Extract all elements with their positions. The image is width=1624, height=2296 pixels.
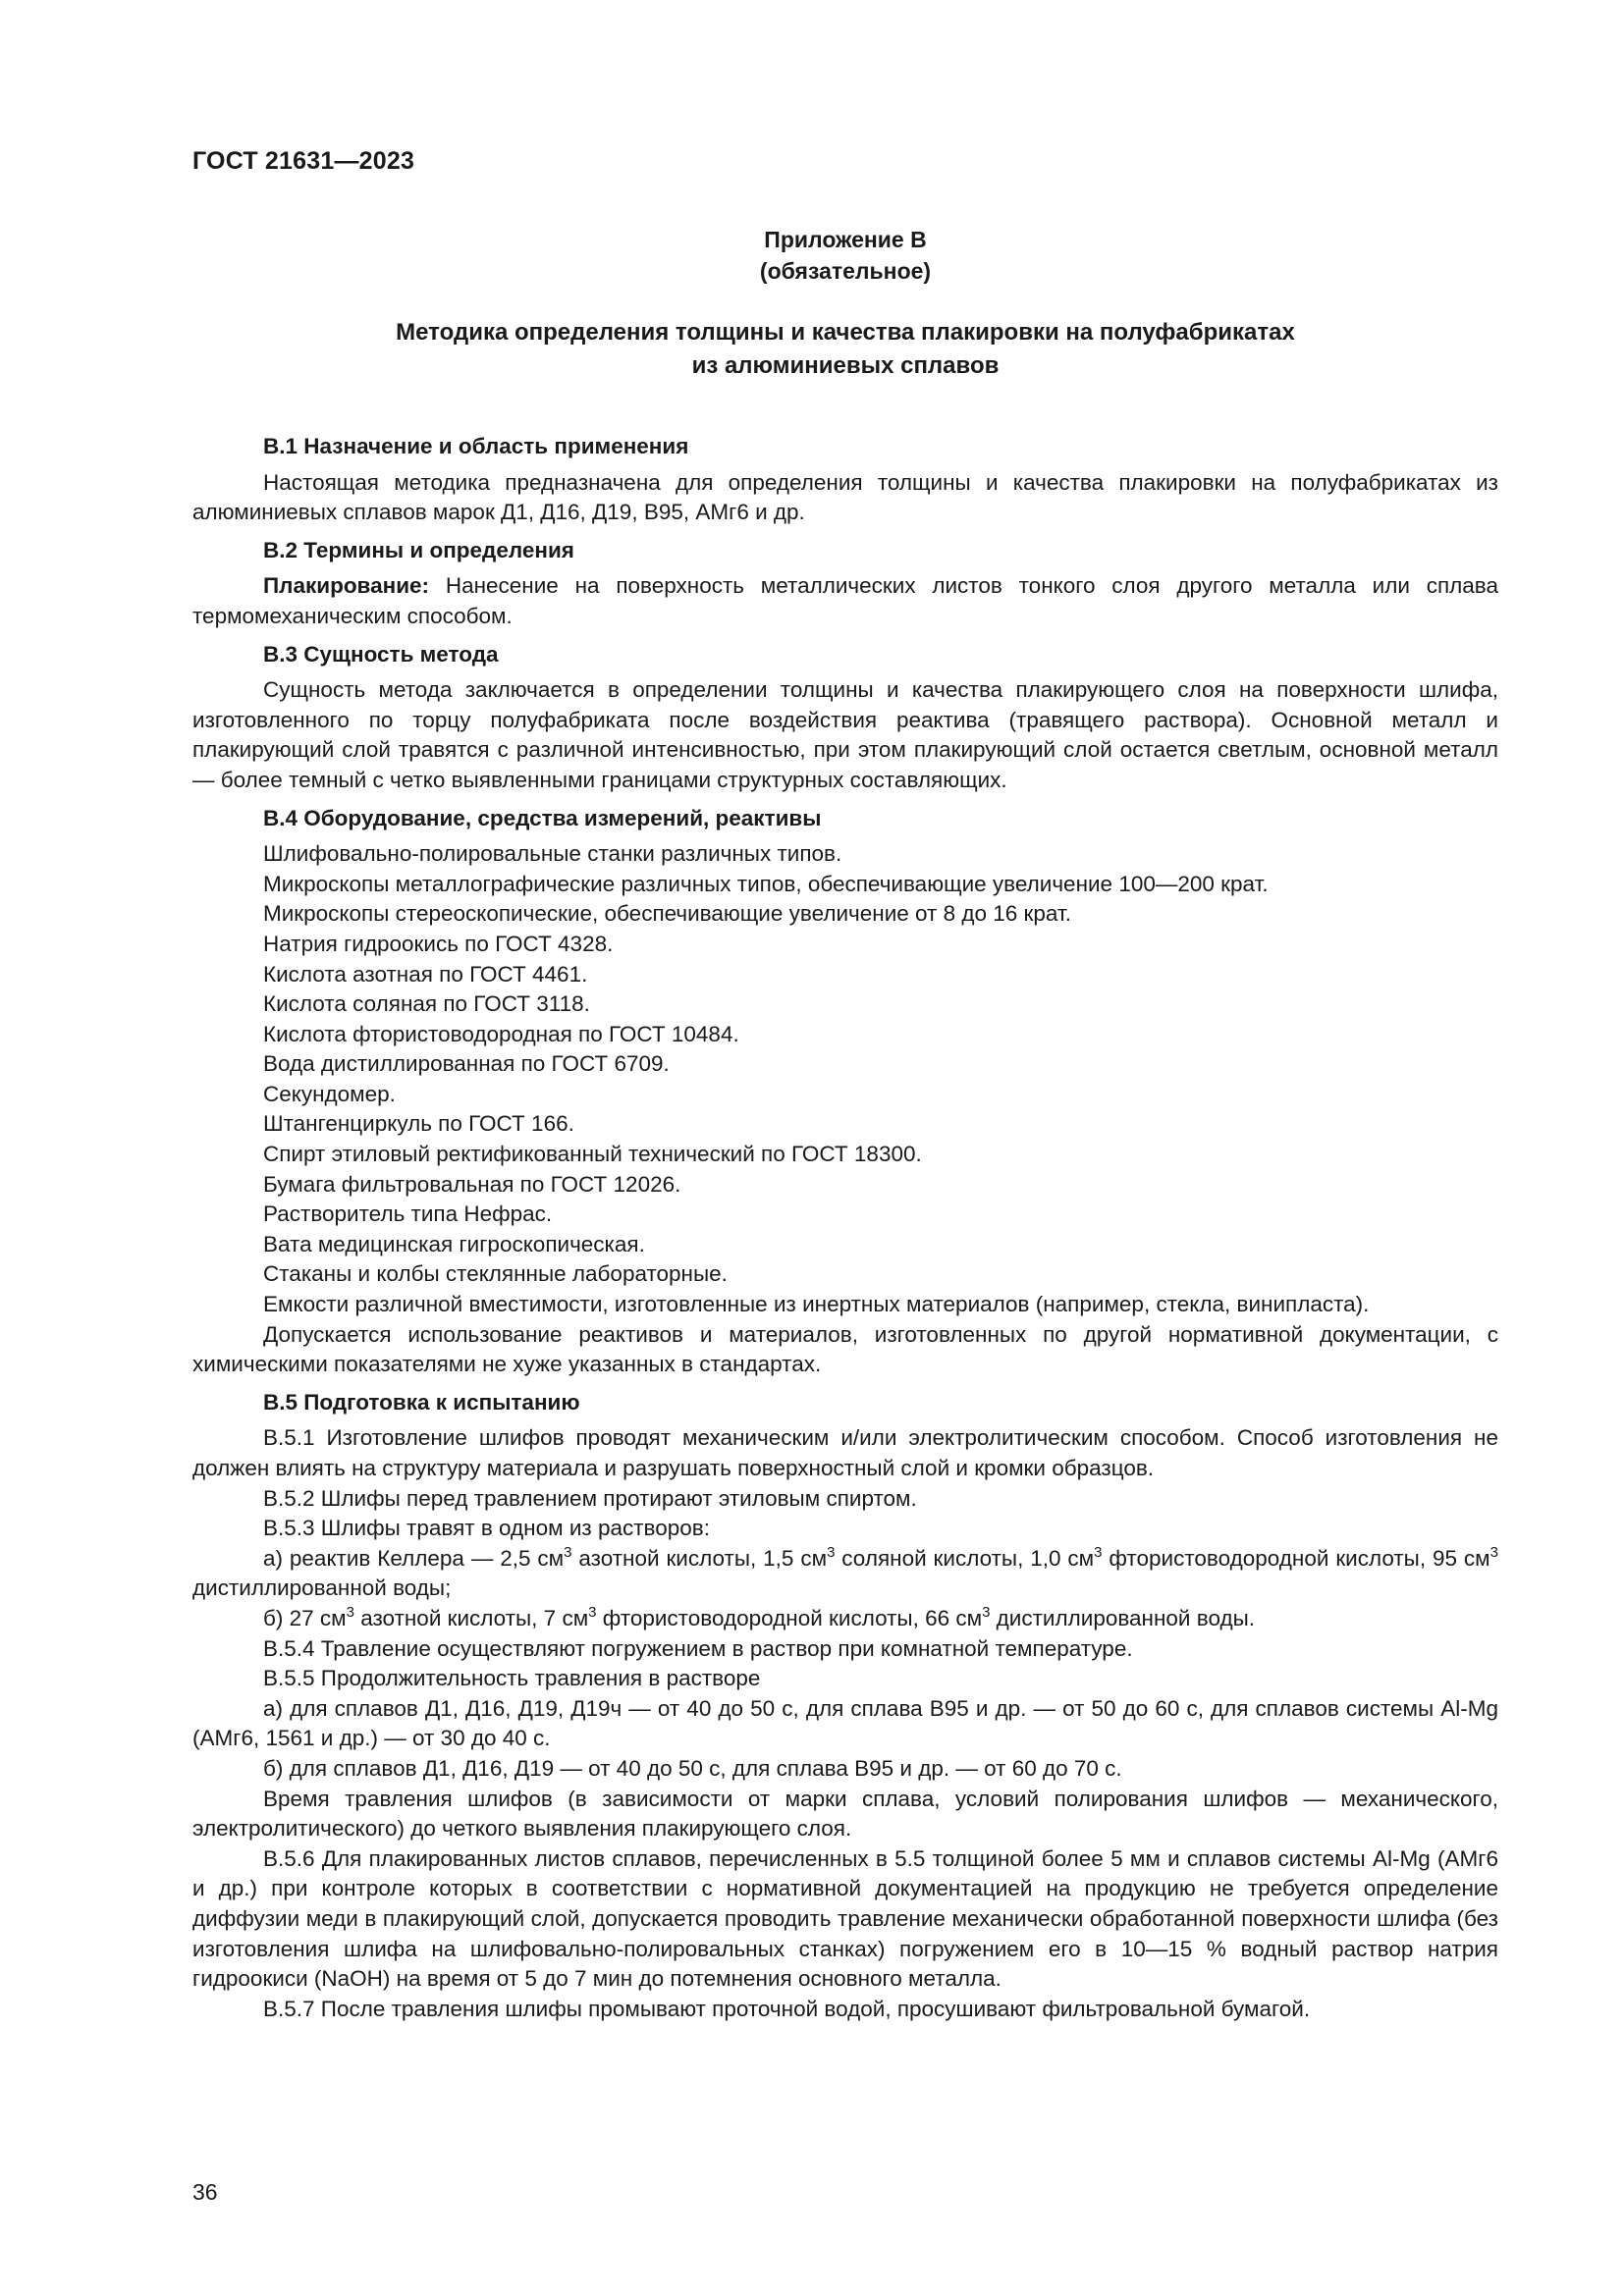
- text-run: дистиллированной воды.: [990, 1605, 1256, 1630]
- term: Плакирование:: [263, 573, 430, 599]
- section-heading-b5: В.5 Подготовка к испытанию: [263, 1389, 580, 1415]
- list-item: Натрия гидроокись по ГОСТ 4328.: [263, 931, 614, 956]
- superscript: 3: [982, 1603, 991, 1621]
- list-item: Микроскопы металлографические различных типов, обеспечивающие увеличение 100—200 крат.: [263, 871, 1269, 896]
- superscript: 3: [346, 1603, 354, 1621]
- text-run: фтористоводородной кислоты, 95 см: [1102, 1545, 1490, 1571]
- list-item: Вата медицинская гигроскопическая.: [263, 1231, 645, 1256]
- list-item: Кислота азотная по ГОСТ 4461.: [263, 961, 588, 987]
- text-run: б) 27 см: [263, 1605, 347, 1630]
- paragraph: В.5.6 Для плакированных листов сплавов, перечисленных в 5.5 толщиной более 5 мм и сплавов системы Al-Mg (АМг6 и др.) при контроле которых в соответствии с нормативной документацией на продукцию не требуется определение диффузии меди в плакирующий слой, допускается проводить травление механически обработанной поверхности шлифа (без изготовления шлифа на шлифовально-полировальных станках) погружением его в 10—15 % водный раствор натрия гидроокиси (NaOH) на время от 5 до 7 мин до потемнения основного металла.: [192, 1845, 1498, 1992]
- list-item: Стаканы и колбы стеклянные лабораторные.: [263, 1261, 728, 1287]
- annex-title-line-2: (обязательное): [759, 258, 932, 284]
- paragraph: В.5.3 Шлифы травят в одном из растворов:: [263, 1516, 710, 1541]
- paragraph: В.5.1 Изготовление шлифов проводят механическим и/или электролитическим способом. Способ изготовления не должен влиять на структуру материала и разрушать поверхностный слой и кромки образцов.: [192, 1425, 1498, 1480]
- paragraph: Время травления шлифов (в зависимости от марки сплава, условий полирования шлифов — механического, электролитического) до четкого выявления плакирующего слоя.: [192, 1786, 1498, 1842]
- document-body: [192, 424, 1498, 2024]
- list-item: Растворитель типа Нефрас.: [263, 1201, 553, 1227]
- text-run: соляной кислоты, 1,0 см: [835, 1545, 1095, 1571]
- annex-title: [192, 224, 1498, 287]
- superscript: 3: [564, 1543, 572, 1561]
- text-run: азотной кислоты, 1,5 см: [571, 1545, 828, 1571]
- list-item: Штангенциркуль по ГОСТ 166.: [263, 1111, 574, 1137]
- text-run: азотной кислоты, 7 см: [353, 1605, 589, 1630]
- paragraph: а) для сплавов Д1, Д16, Д19, Д19ч — от 40 до 50 с, для сплава В95 и др. — от 50 до 60 с, для сплавов системы Al-Mg (АМг6, 1561 и др.) — от 30 до 40 с.: [192, 1695, 1498, 1751]
- document-code: ГОСТ 21631—2023: [192, 147, 415, 175]
- paragraph: В.5.4 Травление осуществляют погружением в раствор при комнатной температуре.: [263, 1635, 1133, 1661]
- method-title-line-2: из алюминиевых сплавов: [691, 352, 1000, 379]
- page-number: 36: [192, 2179, 218, 2205]
- list-item: Вода дистиллированная по ГОСТ 6709.: [263, 1051, 670, 1077]
- paragraph: Настоящая методика предназначена для определения толщины и качества плакировки на полуфабрикатах из алюминиевых сплавов марок Д1, Д16, Д19, В95, АМг6 и др.: [192, 469, 1498, 525]
- list-item: Спирт этиловый ректификованный технический по ГОСТ 18300.: [263, 1142, 922, 1167]
- list-item: Шлифовально-полировальные станки различных типов.: [263, 841, 842, 867]
- list-item: Секундомер.: [263, 1081, 396, 1106]
- method-title-line-1: Методика определения толщины и качества плакировки на полуфабрикатах: [396, 319, 1295, 346]
- text-run: а) реактив Келлера — 2,5 см: [263, 1545, 565, 1571]
- section-heading-b2: В.2 Термины и определения: [263, 537, 574, 562]
- list-item: Кислота фтористоводородная по ГОСТ 10484.: [263, 1021, 739, 1046]
- list-item: Емкости различной вместимости, изготовленные из инертных материалов (например, стекла, винипласта).: [263, 1292, 1370, 1317]
- text-run: дистиллированной воды;: [192, 1575, 452, 1601]
- superscript: 3: [1489, 1543, 1498, 1561]
- list-item: Бумага фильтровальная по ГОСТ 12026.: [263, 1171, 681, 1197]
- term-definition: Нанесение на поверхность металлических листов тонкого слоя другого металла или сплава термомеханическим способом.: [192, 573, 1498, 628]
- solution-a: [192, 1544, 1498, 1604]
- superscript: 3: [1094, 1543, 1103, 1561]
- list-item: Микроскопы стереоскопические, обеспечивающие увеличение от 8 до 16 крат.: [263, 901, 1071, 927]
- definition-paragraph: [192, 571, 1498, 631]
- section-heading-b3: В.3 Сущность метода: [263, 641, 499, 667]
- paragraph: Допускается использование реактивов и материалов, изготовленных по другой нормативной документации, с химическими показателями не хуже указанных в стандартах.: [192, 1321, 1498, 1377]
- section-heading-b1: В.1 Назначение и область применения: [263, 434, 689, 458]
- paragraph: В.5.7 После травления шлифы промывают проточной водой, просушивают фильтровальной бумагой.: [263, 1996, 1311, 2021]
- superscript: 3: [827, 1543, 836, 1561]
- solution-b: [192, 1604, 1498, 1634]
- annex-title-line-1: Приложение В: [764, 227, 927, 252]
- text-run: фтористоводородной кислоты, 66 см: [596, 1605, 983, 1630]
- paragraph: В.5.2 Шлифы перед травлением протирают этиловым спиртом.: [263, 1485, 917, 1511]
- superscript: 3: [588, 1603, 597, 1621]
- section-heading-b4: В.4 Оборудование, средства измерений, реактивы: [263, 805, 822, 830]
- paragraph: б) для сплавов Д1, Д16, Д19 — от 40 до 50 с, для сплава В95 и др. — от 60 до 70 с.: [263, 1755, 1122, 1781]
- list-item: Кислота соляная по ГОСТ 3118.: [263, 991, 590, 1017]
- paragraph: В.5.5 Продолжительность травления в растворе: [263, 1666, 761, 1691]
- paragraph: Сущность метода заключается в определении толщины и качества плакирующего слоя на поверхности шлифа, изготовленного по торцу полуфабриката после воздействия реактива (травящего раствора). Основной металл и плакирующий слой травятся с различной интенсивностью, при этом плакирующий слой остается светлым, основной металл — более темный с четко выявленными границами структурных составляющих.: [192, 677, 1498, 792]
- method-title: [192, 316, 1498, 383]
